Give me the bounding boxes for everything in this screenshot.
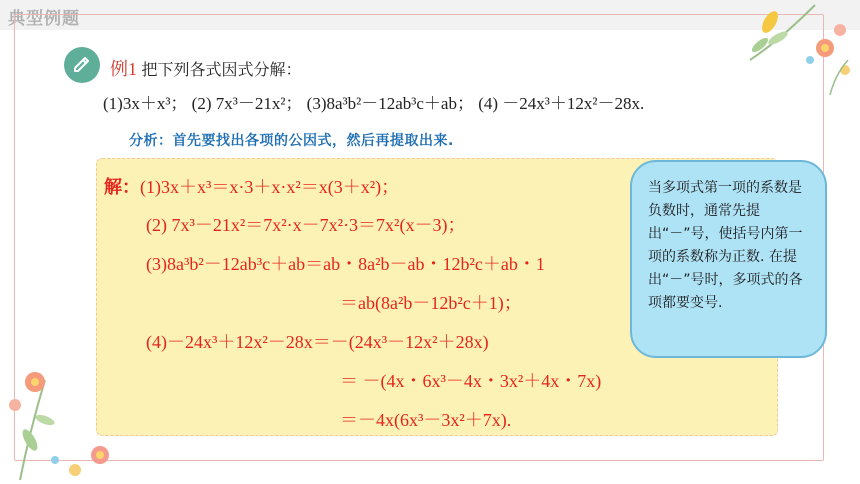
solution-line-3: (3)8a³b²－12ab³c＋ab＝ab・8a²b－ab・12b²c＋ab・1 <box>146 254 545 274</box>
solution-label: 解： <box>104 177 140 198</box>
note-text: 当多项式第一项的系数是负数时，通常先提出“－”号，使括号内第一项的系数称为正数. 在提出“－”号时，多项式的各项都要变号. <box>648 180 803 311</box>
solution-line-5: (4)－24x³＋12x²－28x＝－(24x³－12x²＋28x) <box>146 332 489 352</box>
note-bubble <box>630 160 827 358</box>
solution-line-4: ＝ab(8a²b－12b²c＋1)； <box>340 293 522 313</box>
example-instruction: 把下列各式因式分解： <box>141 60 302 79</box>
solution-line-1-text: (1)3x＋x³＝x·3＋x·x²＝x(3＋x²)； <box>140 177 400 197</box>
problem-list: (1)3x＋x³； (2) 7x³－21x²； (3)8a³b²－12ab³c＋ab； (4) －24x³＋12x²－28x. <box>103 94 645 113</box>
analysis-text: 分析：首先要找出各项的公因式，然后再提取出来. <box>129 133 454 149</box>
solution-line-2: (2) 7x³－21x²＝7x²·x－7x²·3＝7x²(x－3)； <box>146 215 466 235</box>
solution-line-7: ＝－4x(6x³－3x²＋7x). <box>340 410 512 430</box>
example-label: 例1 <box>110 59 137 79</box>
pencil-icon <box>71 54 93 76</box>
pencil-badge <box>64 47 100 83</box>
solution-line-6: ＝ －(4x・6x³－4x・3x²＋4x・7x) <box>340 371 602 391</box>
floral-decoration-top-right <box>730 0 860 110</box>
example-heading <box>110 55 302 81</box>
solution-line-1 <box>104 173 399 199</box>
section-title: 典型例题 <box>8 9 80 29</box>
